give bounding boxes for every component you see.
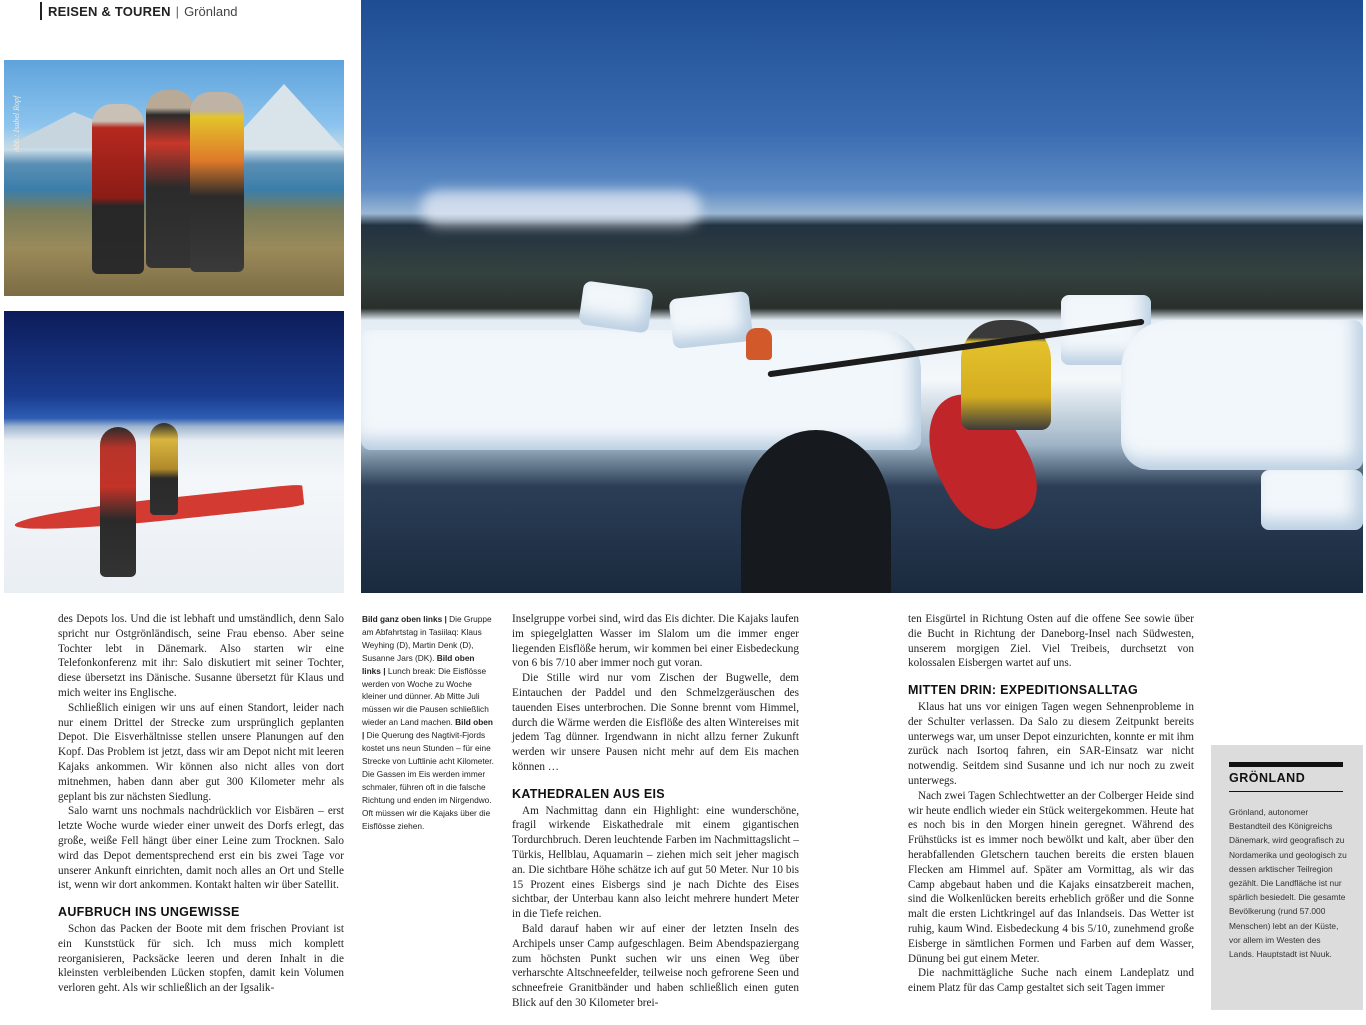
kayak-bow bbox=[741, 430, 891, 593]
ice-floe bbox=[1261, 470, 1363, 530]
cloud-shape bbox=[421, 190, 701, 226]
paragraph: Klaus hat uns vor einigen Tagen wegen Sehnenprobleme in der Schulter verlassen. Da Salo zu diesem Zeitpunkt bereits unterwegs war, um unser Depot einzurichten, konnte er mit ihm zurück nach Isortoq fahren, ein SAR-Einsatz war nicht notwendig. Seitdem sind Susanne und ich nur noch zu zweit unterwegs. bbox=[908, 700, 1194, 787]
header-separator: | bbox=[175, 3, 180, 19]
info-box-title: GRÖNLAND bbox=[1229, 771, 1306, 785]
paragraph: Bald darauf haben wir auf einer der letzten Inseln des Archipels unser Camp aufgeschlagen. Beim Abendspaziergang zum höchsten Punkt suchen wir uns einen Weg über verharschte Altschneefelder, teilweise noch gefrorene Seen und schneefreie Granitbänder und haben schließlich einen guten Blick auf den 30 Kilometer brei- bbox=[512, 922, 799, 1009]
section-title: REISEN & TOUREN bbox=[48, 3, 171, 19]
paragraph: Die nachmittägliche Suche nach einem Landeplatz und einem Platz für das Camp gestaltet sich seit Tagen immer bbox=[908, 967, 1194, 995]
info-box-groenland bbox=[1211, 745, 1363, 1010]
section-heading: AUFBRUCH INS UNGEWISSE bbox=[58, 905, 240, 920]
paragraph: Nach zwei Tagen Schlechtwetter an der Colberger Heide sind wir heute endlich wieder ein Stück weitergekommen. Heute hat es noch bis in den Morgen hinein geregnet. Während des Frühstücks ist es immer noch bewölkt und kalt, aber über den herabfallenden Gletschern tauchen bereits die ersten blauen Flecken am Himmel auf. Später am Vormittag, als wir das Camp abgebaut haben und die Kajaks einsatzbereit machen, sind die Wolkenlücken bereits erheblich größer und die Sonne malt die ersten Lichtkringel auf das Inlandseis. Das Wetter ist ruhig, kaum Wind. Eisbedeckung 4 bis 5/10, zunehmend große Eisberge in sämtlichen Formen und Farben auf dem Wasser, Dünung bei gut einem Meter. bbox=[908, 789, 1194, 965]
ice-floe bbox=[669, 291, 754, 349]
caption-text: Die Querung des Nagtivit-Fjords kostet uns neun Stunden – für eine Strecke von Luftlinie acht Kilometer. Die Gassen im Eis werden immer schmaler, führen oft in die falsche Richtung und enden im Nirgendwo. Oft müssen wir die Kajaks über die Eisflösse ziehen. bbox=[362, 730, 494, 831]
photo-group-portrait bbox=[4, 60, 344, 296]
ice-floe bbox=[1121, 320, 1363, 470]
paragraph: Schließlich einigen wir uns auf einen Standort, leider nach nur einem Drittel der Strecke zum ursprünglich geplanten Depot. Die Eisverhältnisse stellen unsere Planungen auf den Kopf. Das Problem ist jetzt, dass wir am Depot nicht mit leeren Kajaks ankommen. Wir können also nicht alles von dort mitnehmen, haben dann aber gut 300 Kilometer mehr als geplant bis zur nächsten Siedlung. bbox=[58, 701, 344, 803]
ice-floe bbox=[361, 330, 921, 450]
paragraph: Schon das Packen der Boote mit dem frischen Proviant ist ein Kunststück für sich. Ich muss mich komplett reorganisieren, Packsäcke leeren und deren Inhalt in die kleinsten verbleibenden Lücken stopfen, damit kein Volumen verloren geht. Als wir schließlich an der Igsalik- bbox=[58, 922, 344, 995]
photo-ice-lunch-break bbox=[4, 311, 344, 593]
header-bar bbox=[40, 2, 42, 20]
person-figure bbox=[100, 427, 136, 577]
photo-credit: Abb.: Isabel Ropf bbox=[12, 95, 21, 152]
section-heading: MITTEN DRIN: EXPEDITIONSALLTAG bbox=[908, 683, 1139, 698]
caption-text: Lunch break: Die Eisflösse werden von Woche zu Woche kleiner und dünner. Ab Mitte Juli müssen wir die Pausen schließlich wieder an Land machen. bbox=[362, 665, 489, 728]
paragraph: Inselgruppe vorbei sind, wird das Eis dichter. Die Kajaks laufen im spiegelglatten Wasser im Slalom um die immer enger liegenden Eisflöße herum, wir kommen bei einer Eisbedeckung von 6 bis 7/10 aber immer noch gut voran. bbox=[512, 613, 799, 670]
paragraph: ten Eisgürtel in Richtung Osten auf die offene See sowie über die Bucht in Richtung der Daneborg-Insel nach Südwesten, unserem morgigen Ziel. Viel Treibeis, durchsetzt von kolossalen Eisbergen wartet auf uns. bbox=[908, 613, 1194, 670]
caption-label: Bild ganz oben links | bbox=[362, 614, 447, 624]
caption-text: Die Gruppe am Abfahrtstag in Tasiilaq: Klaus Weyhing (D), Martin Denk (D), Susanne Jars (DK). bbox=[362, 614, 492, 663]
photo-main-kayaking bbox=[361, 0, 1363, 593]
info-box-rule bbox=[1229, 762, 1343, 767]
paragraph: Die Stille wird nur vom Zischen der Bugwelle, dem Eintauchen der Paddel und den Schmelzgeräuschen des tauenden Eises unterbrochen. Die Sonne brennt vom Himmel, durch die Wärme werden die Eisflöße des alten Wintereises mit jedem Tag dünner. Irgendwann in nicht allzu ferner Zukunft werden wir unsere Pausen nicht mehr auf dem Eis machen können … bbox=[512, 672, 799, 773]
distant-paddler bbox=[746, 328, 772, 360]
text-column-2 bbox=[512, 612, 799, 1011]
text-column-3 bbox=[908, 612, 1194, 996]
paragraph: Am Nachmittag dann ein Highlight: eine wunderschöne, fragil wirkende Eiskathedrale mit einem gigantischen Tordurchbruch. Deren leuchtende Farben im Nachmittagslicht – Türkis, Hellblau, Aquamarin – ziehen mich seit jeher magisch an. Die sichtbare Höhe schätze ich auf gut 50 Meter. Nur 10 bis 15 Prozent eines Eisbergs sind je nach Dichte des Eises sichtbar, der Unterbau kann also leicht mehrere hundert Meter in die Tiefe reichen. bbox=[512, 804, 799, 921]
person-figure bbox=[92, 104, 144, 274]
section-subtitle: Grönland bbox=[184, 3, 238, 19]
info-box-text: Grönland, autonomer Bestandteil des Königreichs Dänemark, wird geografisch zu Nordamerika und geologisch zu dessen arktischer Teilregion gezählt. Die Landfläche ist nur spärlich besiedelt. Die gesamte Bevölkerung (rund 57.000 Menschen) lebt an der Küste, vor allem im Westen des Lands. Hauptstadt ist Nuuk. bbox=[1229, 807, 1347, 960]
photo-captions bbox=[362, 613, 494, 832]
caption-label: Bild oben | bbox=[362, 717, 493, 741]
person-figure bbox=[150, 423, 178, 515]
paragraph: des Depots los. Und die ist lebhaft und umständlich, denn Salo spricht nur Ostgrönländisch, seine Frau ebenso. Aber seine Tochter lebt in Dänemark. Also starten wir eine Telefonkonferenz mit ihr: Salo diskutiert mit seiner Tochter, diese übersetzt ins Dänische. Susanne übersetzt für Klaus und mich weiter ins Englische. bbox=[58, 613, 344, 699]
paragraph: Salo warnt uns nochmals nachdrücklich vor Eisbären – erst letzte Woche wurde wieder einer unweit des Dorfs erlegt, das große, weiße Fell hängt über einer Leine zum Trocknen. Salo wird das Depot dementsprechend erst ein bis zwei Tage vor unserer Ankunft einrichten, damit noch alles an Ort und Stelle ist, wenn wir dort ankommen. Kontakt halten wir über Satellit. bbox=[58, 805, 344, 892]
ice-floe bbox=[578, 280, 653, 333]
person-figure bbox=[190, 92, 244, 272]
person-figure bbox=[146, 90, 194, 268]
caption-label: Bild oben links | bbox=[362, 652, 475, 676]
section-heading: KATHEDRALEN AUS EIS bbox=[512, 786, 665, 801]
info-box-rule bbox=[1229, 791, 1343, 792]
page-header bbox=[40, 0, 238, 22]
text-column-1 bbox=[58, 612, 344, 996]
